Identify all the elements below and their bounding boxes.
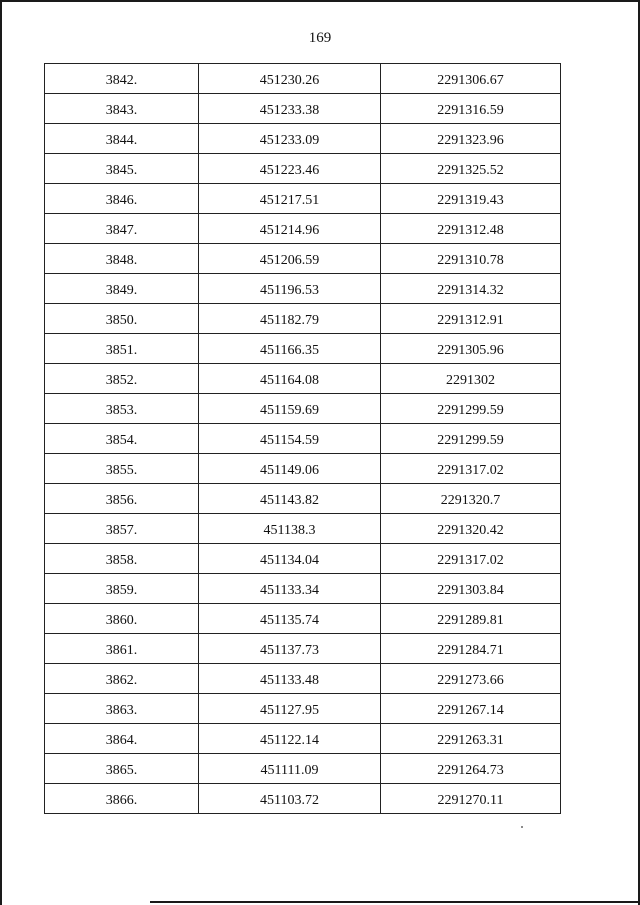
x-coordinate-cell: 451182.79 — [199, 304, 381, 334]
x-coordinate-cell: 451149.06 — [199, 454, 381, 484]
y-coordinate-cell: 2291303.84 — [381, 574, 561, 604]
table-row — [45, 334, 561, 364]
scan-speck — [521, 826, 523, 828]
x-coordinate-cell: 451159.69 — [199, 394, 381, 424]
x-coordinate-cell: 451154.59 — [199, 424, 381, 454]
point-number-cell: 3852. — [45, 364, 199, 394]
table-row — [45, 694, 561, 724]
y-coordinate-cell: 2291267.14 — [381, 694, 561, 724]
y-coordinate-cell: 2291317.02 — [381, 544, 561, 574]
point-number-cell: 3855. — [45, 454, 199, 484]
table-row — [45, 754, 561, 784]
x-coordinate-cell: 451214.96 — [199, 214, 381, 244]
point-number-cell: 3866. — [45, 784, 199, 814]
x-coordinate-cell: 451196.53 — [199, 274, 381, 304]
x-coordinate-cell: 451217.51 — [199, 184, 381, 214]
table-row — [45, 214, 561, 244]
table-row — [45, 304, 561, 334]
table-row — [45, 724, 561, 754]
point-number-cell: 3854. — [45, 424, 199, 454]
y-coordinate-cell: 2291323.96 — [381, 124, 561, 154]
y-coordinate-cell: 2291270.11 — [381, 784, 561, 814]
table-row — [45, 64, 561, 94]
point-number-cell: 3849. — [45, 274, 199, 304]
point-number-cell: 3860. — [45, 604, 199, 634]
table-row — [45, 424, 561, 454]
point-number-cell: 3857. — [45, 514, 199, 544]
x-coordinate-cell: 451135.74 — [199, 604, 381, 634]
x-coordinate-cell: 451134.04 — [199, 544, 381, 574]
table-row — [45, 484, 561, 514]
x-coordinate-cell: 451103.72 — [199, 784, 381, 814]
point-number-cell: 3851. — [45, 334, 199, 364]
table-row — [45, 274, 561, 304]
x-coordinate-cell: 451122.14 — [199, 724, 381, 754]
x-coordinate-cell: 451230.26 — [199, 64, 381, 94]
point-number-cell: 3859. — [45, 574, 199, 604]
point-number-cell: 3861. — [45, 634, 199, 664]
point-number-cell: 3864. — [45, 724, 199, 754]
table-row — [45, 154, 561, 184]
x-coordinate-cell: 451233.38 — [199, 94, 381, 124]
x-coordinate-cell: 451111.09 — [199, 754, 381, 784]
x-coordinate-cell: 451127.95 — [199, 694, 381, 724]
table-row — [45, 634, 561, 664]
x-coordinate-cell: 451164.08 — [199, 364, 381, 394]
table-row — [45, 244, 561, 274]
x-coordinate-cell: 451233.09 — [199, 124, 381, 154]
y-coordinate-cell: 2291319.43 — [381, 184, 561, 214]
point-number-cell: 3863. — [45, 694, 199, 724]
coordinates-table-body — [45, 64, 561, 814]
y-coordinate-cell: 2291312.48 — [381, 214, 561, 244]
table-row — [45, 454, 561, 484]
table-row — [45, 664, 561, 694]
point-number-cell: 3844. — [45, 124, 199, 154]
y-coordinate-cell: 2291314.32 — [381, 274, 561, 304]
y-coordinate-cell: 2291310.78 — [381, 244, 561, 274]
y-coordinate-cell: 2291325.52 — [381, 154, 561, 184]
y-coordinate-cell: 2291312.91 — [381, 304, 561, 334]
y-coordinate-cell: 2291284.71 — [381, 634, 561, 664]
y-coordinate-cell: 2291316.59 — [381, 94, 561, 124]
table-row — [45, 184, 561, 214]
point-number-cell: 3848. — [45, 244, 199, 274]
coordinates-table — [44, 63, 561, 814]
y-coordinate-cell: 2291289.81 — [381, 604, 561, 634]
point-number-cell: 3845. — [45, 154, 199, 184]
table-row — [45, 94, 561, 124]
table-row — [45, 574, 561, 604]
point-number-cell: 3862. — [45, 664, 199, 694]
point-number-cell: 3842. — [45, 64, 199, 94]
point-number-cell: 3843. — [45, 94, 199, 124]
y-coordinate-cell: 2291317.02 — [381, 454, 561, 484]
table-row — [45, 784, 561, 814]
y-coordinate-cell: 2291299.59 — [381, 424, 561, 454]
scan-edge-left — [0, 0, 2, 905]
y-coordinate-cell: 2291299.59 — [381, 394, 561, 424]
table-row — [45, 514, 561, 544]
point-number-cell: 3858. — [45, 544, 199, 574]
x-coordinate-cell: 451206.59 — [199, 244, 381, 274]
y-coordinate-cell: 2291302 — [381, 364, 561, 394]
scan-edge-top — [0, 0, 640, 2]
y-coordinate-cell: 2291320.42 — [381, 514, 561, 544]
y-coordinate-cell: 2291264.73 — [381, 754, 561, 784]
point-number-cell: 3846. — [45, 184, 199, 214]
x-coordinate-cell: 451133.48 — [199, 664, 381, 694]
point-number-cell: 3853. — [45, 394, 199, 424]
x-coordinate-cell: 451138.3 — [199, 514, 381, 544]
x-coordinate-cell: 451137.73 — [199, 634, 381, 664]
y-coordinate-cell: 2291320.7 — [381, 484, 561, 514]
y-coordinate-cell: 2291306.67 — [381, 64, 561, 94]
x-coordinate-cell: 451223.46 — [199, 154, 381, 184]
y-coordinate-cell: 2291305.96 — [381, 334, 561, 364]
page-number: 169 — [308, 30, 332, 46]
point-number-cell: 3856. — [45, 484, 199, 514]
x-coordinate-cell: 451166.35 — [199, 334, 381, 364]
y-coordinate-cell: 2291263.31 — [381, 724, 561, 754]
table-row — [45, 604, 561, 634]
y-coordinate-cell: 2291273.66 — [381, 664, 561, 694]
point-number-cell: 3850. — [45, 304, 199, 334]
table-row — [45, 124, 561, 154]
point-number-cell: 3865. — [45, 754, 199, 784]
x-coordinate-cell: 451133.34 — [199, 574, 381, 604]
table-row — [45, 394, 561, 424]
scan-edge-bottom — [150, 901, 640, 903]
table-row — [45, 544, 561, 574]
table-row — [45, 364, 561, 394]
x-coordinate-cell: 451143.82 — [199, 484, 381, 514]
point-number-cell: 3847. — [45, 214, 199, 244]
